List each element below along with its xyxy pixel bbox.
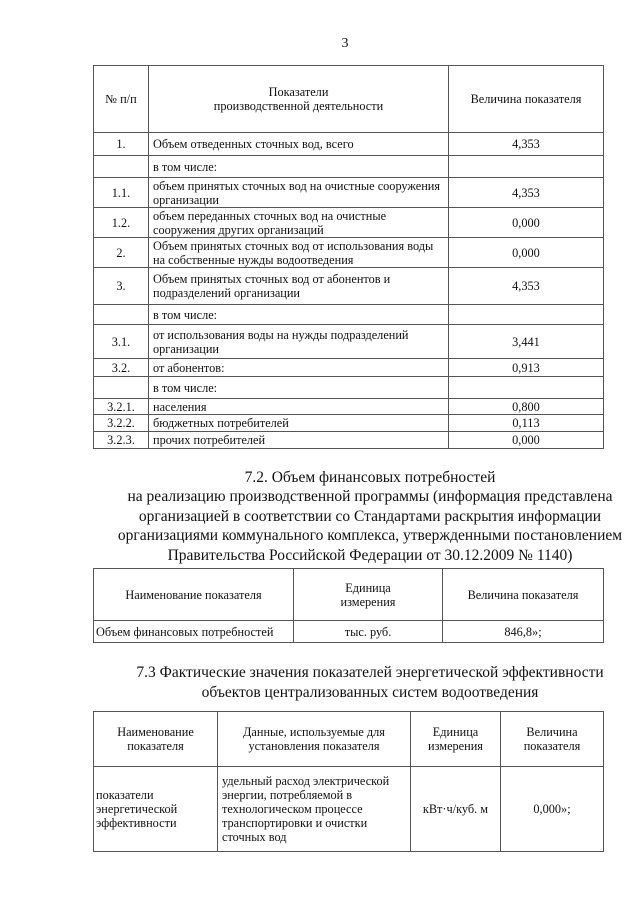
table-row [94,268,604,305]
row-unit: кВт·ч/куб. м [411,767,501,852]
row-name: населения [149,399,449,415]
table-row [94,238,604,268]
energy-efficiency-table [93,711,604,852]
row-value: 0,000 [449,238,604,268]
header-value: Величина показателя [501,712,604,767]
row-name: от использования воды на нужды подразделений организации [149,325,449,359]
header-name: Наименование показателя [94,712,218,767]
row-num: 3.2.3. [94,432,149,449]
table-row [94,415,604,432]
row-name: Объем принятых сточных вод от абонентов и подразделений организации [149,268,449,305]
row-name: в том числе: [149,156,449,178]
header-num: № п/п [94,66,149,133]
header-name: Наименование показателя [94,569,294,621]
section-7-3-title: 7.3 Фактические значения показателей энергетической эффективности объектов централизованных систем водоотведения [136,664,604,701]
table-row [94,208,604,238]
row-name: Объем принятых сточных вод от использования воды на собственные нужды водоотведения [149,238,449,268]
header-value: Величина показателя [443,569,604,621]
table-row [94,156,604,178]
table-row [94,432,604,449]
row-name: объем принятых сточных вод на очистные сооружения организации [149,178,449,208]
row-name: бюджетных потребителей [149,415,449,432]
section-7-2-title: 7.2. Объем финансовых потребностей [244,469,496,486]
row-name: объем переданных сточных вод на очистные сооружения других организаций [149,208,449,238]
header-unit: Единица измерения [411,712,501,767]
row-value: 0,800 [449,399,604,415]
row-value: 4,353 [449,268,604,305]
row-value: 0,000»; [501,767,604,852]
table-row [94,133,604,156]
row-num: 1.2. [94,208,149,238]
row-num: 3.2.1. [94,399,149,415]
row-value: 0,000 [449,432,604,449]
row-name: прочих потребителей [149,432,449,449]
row-num [94,377,149,399]
row-data: удельный расход электрической энергии, потребляемой в технологическом процессе транспортировки и очистки сточных вод [218,767,411,852]
table-row [94,399,604,415]
row-num: 3.2.2. [94,415,149,432]
row-name: показатели энергетической эффективности [94,767,218,852]
row-num: 2. [94,238,149,268]
row-num [94,156,149,178]
row-value: 4,353 [449,133,604,156]
page-number: 3 [341,36,349,51]
row-num: 3. [94,268,149,305]
row-name: Объем отведенных сточных вод, всего [149,133,449,156]
row-num: 3.2. [94,359,149,377]
table-row [94,377,604,399]
financial-needs-table [93,568,604,643]
header-value: Величина показателя [449,66,604,133]
section-7-2-body: на реализацию производственной программы (информация представлена организацией в соответствии со Стандартами раскрытия информации организациями коммунального комплекса, утвержденными постановлением Правительства Российской Федерации от 30.12.2009 № 1140) [117,488,623,564]
row-name: от абонентов: [149,359,449,377]
table-header [94,66,604,133]
row-value [449,305,604,325]
row-value: 0,000 [449,208,604,238]
row-name: в том числе: [149,377,449,399]
row-value: 0,913 [449,359,604,377]
header-indicator: Показатели производственной деятельности [149,66,449,133]
row-unit: тыс. руб. [294,621,443,643]
row-value [449,156,604,178]
table-row [94,325,604,359]
row-num: 3.1. [94,325,149,359]
table-row [94,767,604,852]
table-row [94,359,604,377]
row-value: 4,353 [449,178,604,208]
table-row [94,178,604,208]
row-name: Объем финансовых потребностей [94,621,294,643]
table-row [94,621,604,643]
row-value: 0,113 [449,415,604,432]
row-value: 846,8»; [443,621,604,643]
row-num: 1.1. [94,178,149,208]
production-indicators-table [93,65,604,449]
header-data: Данные, используемые для установления показателя [218,712,411,767]
header-unit: Единица измерения [294,569,443,621]
row-num: 1. [94,133,149,156]
row-value: 3,441 [449,325,604,359]
row-value [449,377,604,399]
table-row [94,305,604,325]
row-num [94,305,149,325]
row-name: в том числе: [149,305,449,325]
